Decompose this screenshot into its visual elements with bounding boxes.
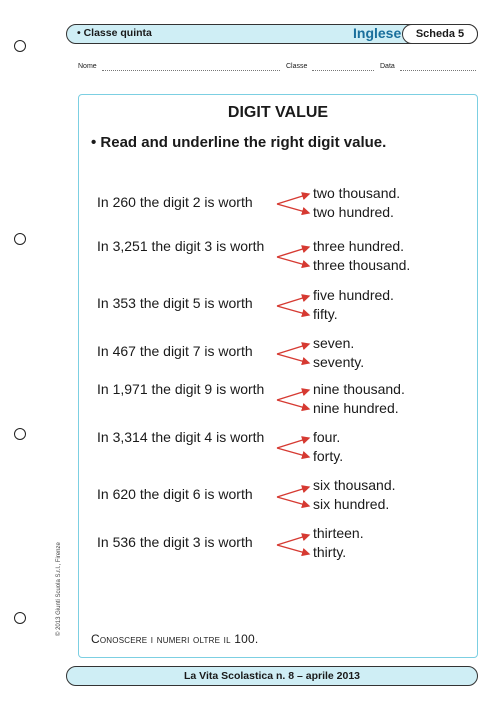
sheet-label: Scheda 5 [402,24,478,44]
option-a[interactable]: two thousand. [313,185,401,201]
class-label: • Classe quinta [77,27,152,39]
exercise-statement: In 353 the digit 5 is worth [97,295,253,311]
arrow-icon [275,385,313,415]
option-b[interactable]: thirty. [313,544,347,560]
exercise-statement: In 3,251 the digit 3 is worth [97,238,265,254]
instruction: • Read and underline the right digit value. [91,134,387,151]
worksheet-panel [78,94,478,658]
option-b[interactable]: nine hundred. [313,400,399,416]
option-b[interactable]: forty. [313,448,344,464]
exercise-statement: In 536 the digit 3 is worth [97,534,253,550]
topic-note: Conoscere i numeri oltre il 100. [91,632,259,646]
binder-hole [14,612,26,624]
date-field[interactable] [400,70,476,71]
option-b[interactable]: two hundred. [313,204,394,220]
subject-label: Inglese [353,25,402,41]
arrow-icon [275,339,313,369]
option-a[interactable]: nine thousand. [313,381,405,397]
exercise-statement: In 467 the digit 7 is worth [97,343,253,359]
arrow-icon [275,482,313,512]
exercise-statement: In 620 the digit 6 is worth [97,486,253,502]
binder-hole [14,40,26,52]
exercise-statement: In 3,314 the digit 4 is worth [97,429,265,445]
option-b[interactable]: fifty. [313,306,338,322]
option-a[interactable]: six thousand. [313,477,396,493]
option-a[interactable]: seven. [313,335,355,351]
copyright-notice: © 2013 Giunti Scuola S.r.l., Firenze [56,542,62,636]
option-b[interactable]: six hundred. [313,496,390,512]
arrow-icon [275,433,313,463]
header-bar [66,24,478,44]
footer-bar: La Vita Scolastica n. 8 – aprile 2013 [66,666,478,686]
option-a[interactable]: three hundred. [313,238,405,254]
binder-hole [14,233,26,245]
name-label: Nome [78,63,97,70]
name-field[interactable] [102,70,280,71]
arrow-icon [275,530,313,560]
arrow-icon [275,189,313,219]
option-a[interactable]: four. [313,429,341,445]
exercise-statement: In 260 the digit 2 is worth [97,194,253,210]
class-field[interactable] [312,70,374,71]
worksheet-title: DIGIT VALUE [227,104,329,121]
class-field-label: Classe [286,63,308,70]
binder-hole [14,428,26,440]
option-a[interactable]: thirteen. [313,525,364,541]
option-b[interactable]: seventy. [313,354,365,370]
option-b[interactable]: three thousand. [313,257,411,273]
option-a[interactable]: five hundred. [313,287,394,303]
exercise-statement: In 1,971 the digit 9 is worth [97,381,265,397]
arrow-icon [275,242,313,272]
arrow-icon [275,291,313,321]
name-class-date-line [78,63,478,75]
date-label: Data [380,63,395,70]
